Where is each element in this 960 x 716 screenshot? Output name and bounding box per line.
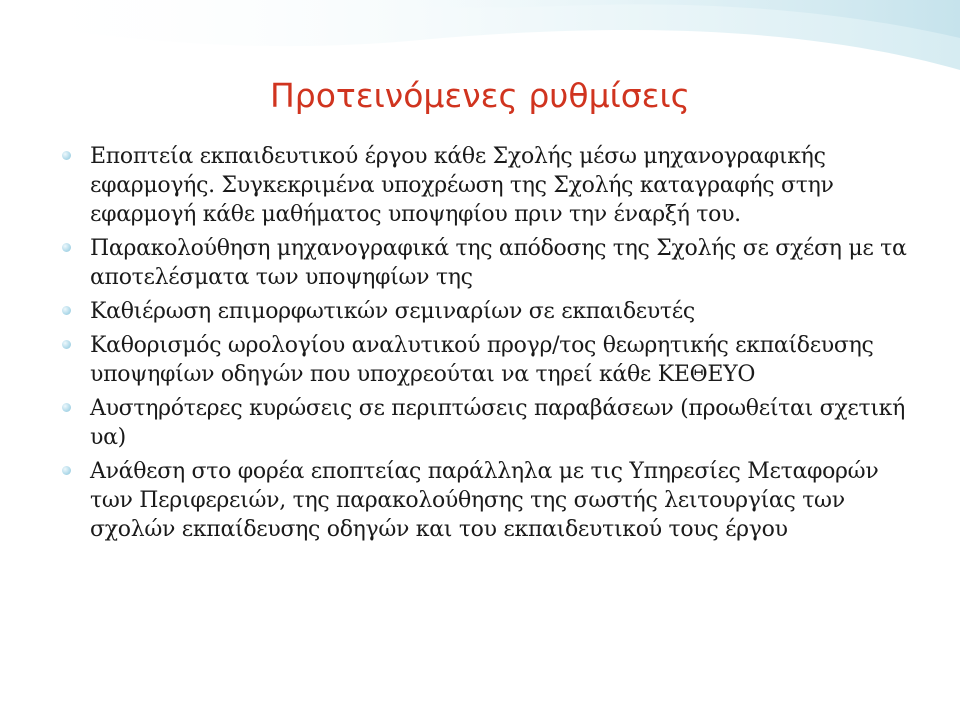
list-item (62, 394, 922, 452)
bullet-text: Καθορισμός ωρολογίου αναλυτικού προγρ/τος θεωρητικής εκπαίδευσης υποψηφίων οδηγών που υποχρεούται να τηρεί κάθε ΚΕΘΕΥΟ (90, 333, 874, 387)
bullet-icon (62, 340, 71, 349)
bullet-icon (62, 151, 71, 160)
bullet-text: Καθιέρωση επιμορφωτικών σεμιναρίων σε εκπαιδευτές (90, 299, 695, 324)
bullet-list (62, 142, 922, 549)
bullet-text: Αυστηρότερες κυρώσεις σε περιπτώσεις παραβάσεων (προωθείται σχετική υα) (90, 396, 905, 450)
list-item (62, 331, 922, 389)
list-item (62, 457, 922, 544)
bullet-text: Ανάθεση στο φορέα εποπτείας παράλληλα με τις Υπηρεσίες Μεταφορών των Περιφερειών, της παρακολούθησης της σωστής λειτουργίας των σχολών εκπαίδευσης οδηγών και του εκπαιδευτικού τους έργου (90, 459, 879, 542)
bullet-text: Εποπτεία εκπαιδευτικού έργου κάθε Σχολής μέσω μηχανογραφικής εφαρμογής. Συγκεκριμένα υποχρέωση της Σχολής καταγραφής στην εφαρμογή κάθε μαθήματος υποψηφίου πριν την έναρξή του. (90, 144, 834, 227)
bullet-icon (62, 243, 71, 252)
slide-title: Προτεινόμενες ρυθμίσεις (269, 76, 691, 115)
bullet-text: Παρακολούθηση μηχανογραφικά της απόδοσης της Σχολής σε σχέση με τα αποτελέσματα των υποψηφίων της (90, 236, 907, 290)
list-item (62, 297, 922, 326)
list-item (62, 234, 922, 292)
bullet-icon (62, 306, 71, 315)
list-item (62, 142, 922, 229)
bullet-icon (62, 403, 71, 412)
bullet-icon (62, 466, 71, 475)
wave-decoration (0, 0, 960, 140)
